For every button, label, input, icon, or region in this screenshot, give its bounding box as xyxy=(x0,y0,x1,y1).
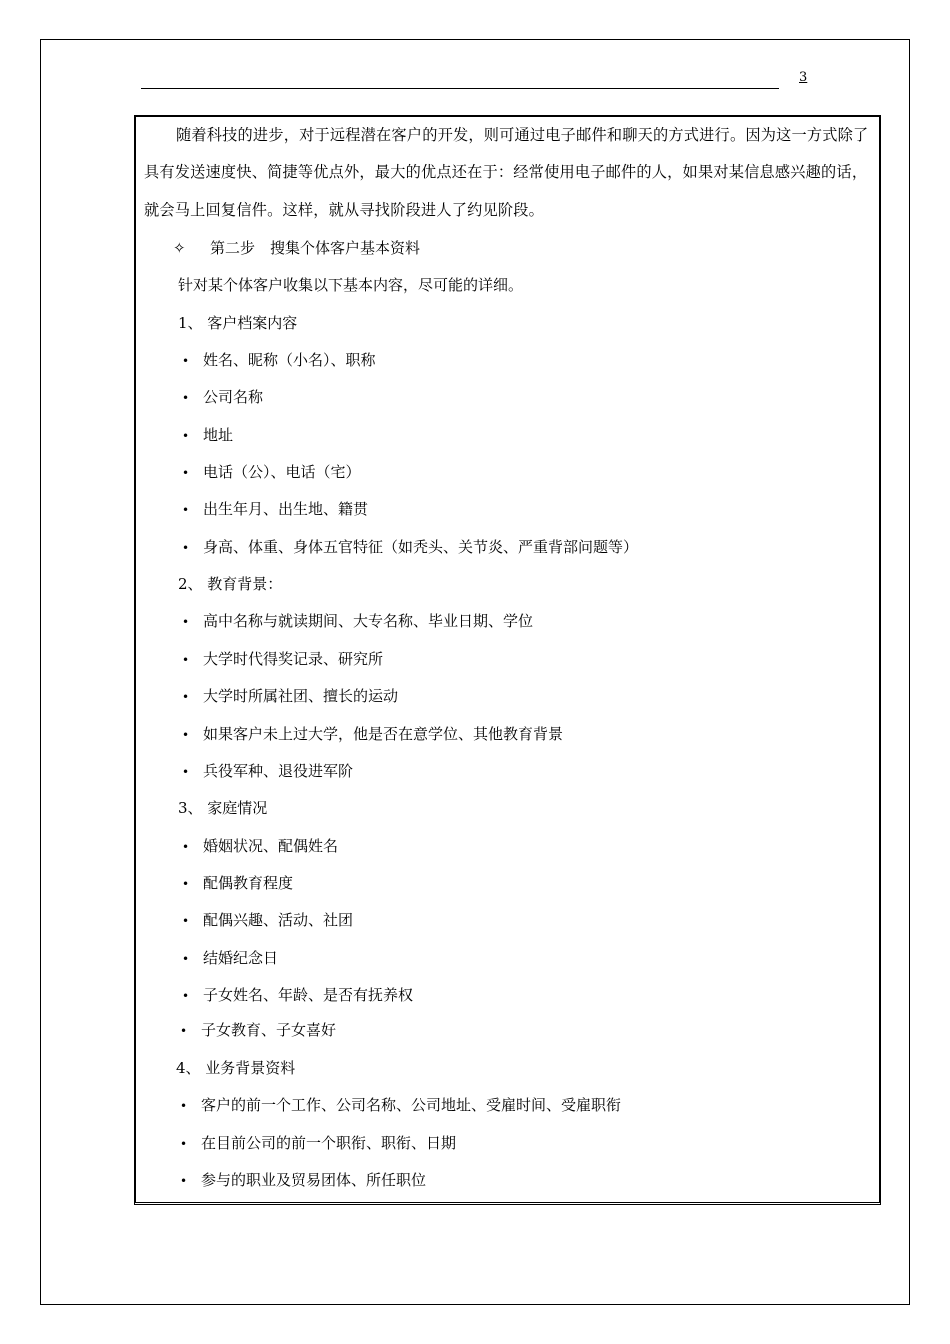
bullet-icon: • xyxy=(180,1024,188,1038)
bullet-icon: • xyxy=(182,354,190,368)
bullet-icon: • xyxy=(182,840,190,854)
bullet-icon: • xyxy=(182,429,190,443)
bullet-icon: • xyxy=(182,728,190,742)
list-item: • 大学时代得奖记录、研究所 xyxy=(182,650,384,668)
header-rule xyxy=(141,88,779,89)
bullet-icon: • xyxy=(182,989,190,1003)
bullet-icon: • xyxy=(180,1137,188,1151)
bullet-icon: • xyxy=(182,503,190,517)
diamond-bullet-icon: ✧ xyxy=(173,239,186,257)
step-title: 第二步 搜集个体客户基本资料 xyxy=(210,239,421,257)
bullet-icon: • xyxy=(182,690,190,704)
list-item: • 参与的职业及贸易团体、所任职位 xyxy=(180,1171,427,1189)
bullet-icon: • xyxy=(182,541,190,555)
bullet-icon: • xyxy=(182,391,190,405)
bullet-icon: • xyxy=(182,952,190,966)
section-heading: 1、 客户档案内容 xyxy=(178,314,298,332)
list-item: • 高中名称与就读期间、大专名称、毕业日期、学位 xyxy=(182,612,534,630)
list-item: • 客户的前一个工作、公司名称、公司地址、受雇时间、受雇职衔 xyxy=(180,1096,622,1114)
list-item: • 出生年月、出生地、籍贯 xyxy=(182,500,369,518)
bullet-icon: • xyxy=(182,466,190,480)
bullet-icon: • xyxy=(182,765,190,779)
list-item: • 姓名、昵称（小名）、职称 xyxy=(182,351,376,369)
bullet-icon: • xyxy=(180,1174,188,1188)
list-item: • 婚姻状况、配偶姓名 xyxy=(182,837,339,855)
list-item: • 电话（公）、电话（宅） xyxy=(182,463,361,481)
list-item: • 配偶教育程度 xyxy=(182,874,294,892)
list-item: • 身高、体重、身体五官特征（如秃头、关节炎、严重背部问题等） xyxy=(182,538,639,556)
step-intro: 针对某个体客户收集以下基本内容，尽可能的详细。 xyxy=(178,276,524,294)
section-heading: 4、 业务背景资料 xyxy=(176,1059,296,1077)
list-item: • 子女姓名、年龄、是否有抚养权 xyxy=(182,986,414,1004)
list-item: • 兵役军种、退役进军阶 xyxy=(182,762,354,780)
list-item: • 在目前公司的前一个职衔、职衔、日期 xyxy=(180,1134,457,1152)
content-box xyxy=(134,115,881,1205)
list-item: • 大学时所属社团、擅长的运动 xyxy=(182,687,399,705)
bullet-icon: • xyxy=(182,653,190,667)
bullet-icon: • xyxy=(180,1099,188,1113)
list-item: • 结婚纪念日 xyxy=(182,949,279,967)
bullet-icon: • xyxy=(182,914,190,928)
intro-paragraph-text: 随着科技的进步，对于远程潜在客户的开发，则可通过电子邮件和聊天的方式进行。因为这一方式除了具有发送速度快、简捷等优点外，最大的优点还在于：经常使用电子邮件的人，如果对某信息感兴趣的话，就会马上回复信件。这样，就从寻找阶段进人了约见阶段。 xyxy=(144,126,869,219)
step-heading xyxy=(173,238,420,258)
section-heading: 2、 教育背景： xyxy=(178,575,283,593)
intro-paragraph xyxy=(144,117,872,229)
list-item: • 子女教育、子女喜好 xyxy=(180,1021,337,1039)
list-item: • 公司名称 xyxy=(182,388,264,406)
section-heading: 3、 家庭情况 xyxy=(178,799,268,817)
bullet-icon: • xyxy=(182,615,190,629)
page-number: 3 xyxy=(799,70,808,85)
list-item: • 地址 xyxy=(182,426,234,444)
bullet-icon: • xyxy=(182,877,190,891)
list-item: • 配偶兴趣、活动、社团 xyxy=(182,911,354,929)
list-item: • 如果客户未上过大学，他是否在意学位、其他教育背景 xyxy=(182,725,564,743)
